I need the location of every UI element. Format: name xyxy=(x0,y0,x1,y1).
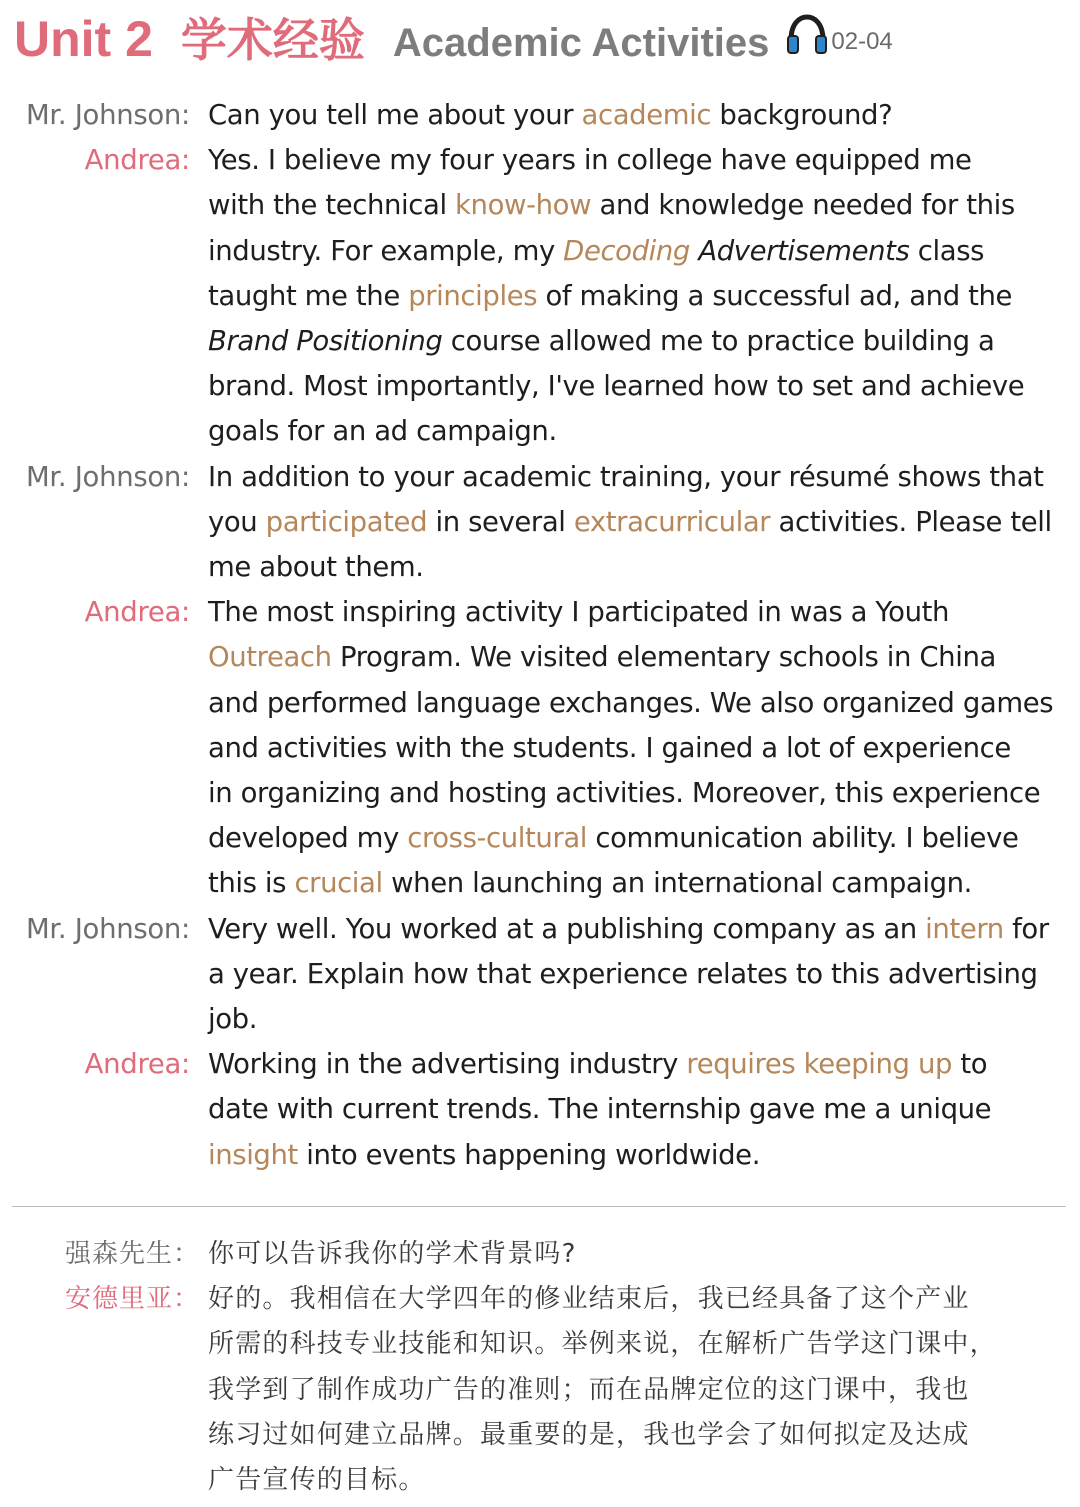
vocabulary-keyword: academic xyxy=(581,99,712,131)
unit-title-chinese: 学术经验 xyxy=(180,13,365,67)
speech-text xyxy=(208,93,1068,138)
text-segment: and performed language exchanges. We also organized games xyxy=(208,686,1054,719)
text-segment: industry. For example, my xyxy=(208,234,564,267)
vocabulary-keyword: cross-cultural xyxy=(407,822,588,855)
speaker-label: Andrea: xyxy=(84,596,190,629)
speech-text xyxy=(208,907,1068,1043)
speaker-label: Mr. Johnson: xyxy=(25,460,190,493)
text-segment: when launching an international campaign. xyxy=(382,867,973,900)
dialogue-chinese-translation xyxy=(0,1232,1080,1503)
vocabulary-keyword: extracurricular xyxy=(573,505,771,538)
speech-line xyxy=(208,1087,1068,1132)
speech-line xyxy=(208,1042,1068,1087)
speech-line xyxy=(208,1133,1068,1178)
speech-line xyxy=(208,997,1068,1042)
translation-line: 我学到了制作成功广告的准则；而在品牌定位的这门课中，我也 xyxy=(208,1374,970,1405)
unit-title-english: Academic Activities xyxy=(392,21,770,65)
vocabulary-keyword: principles xyxy=(408,279,538,312)
speech-line xyxy=(208,816,1068,861)
text-segment: for xyxy=(1003,912,1049,945)
speech-line xyxy=(208,500,1068,545)
text-segment: communication ability. I believe xyxy=(587,822,1019,855)
speech-text xyxy=(208,455,1068,591)
text-segment: this is xyxy=(208,867,295,900)
speech-line xyxy=(208,545,1068,590)
text-segment: and activities with the students. I gained a lot of experience xyxy=(208,731,1011,764)
text-segment: Very well. You worked at a publishing company as an xyxy=(208,912,926,945)
speech-line xyxy=(208,93,1068,138)
speech-line xyxy=(208,590,1068,635)
text-segment: in several xyxy=(427,505,574,538)
text-segment: developed my xyxy=(208,822,408,855)
speech-line xyxy=(208,455,1068,500)
speech-line xyxy=(208,274,1068,319)
text-segment: date with current trends. The internship gave me a unique xyxy=(208,1093,992,1126)
text-segment: into events happening worldwide. xyxy=(297,1138,761,1171)
speech-line xyxy=(208,952,1068,997)
speech-line xyxy=(208,183,1068,228)
dialogue-english xyxy=(0,93,1080,1178)
text-segment: me about them. xyxy=(208,551,424,584)
translation-line: 所需的科技专业技能和知识。举例来说，在解析广告学这门课中， xyxy=(208,1329,997,1360)
text-segment: with the technical xyxy=(208,189,456,222)
translation-line: 广告宣传的目标。 xyxy=(208,1465,426,1496)
text-segment: you xyxy=(208,505,266,538)
dialogue-turn xyxy=(0,138,1080,454)
translation-line: 好的。我相信在大学四年的修业结束后，我已经具备了这个产业 xyxy=(208,1284,970,1315)
italic-title: Brand Positioning xyxy=(208,325,443,358)
text-segment: background? xyxy=(711,99,893,131)
translation-turn xyxy=(0,1232,1080,1277)
text-segment: activities. Please tell xyxy=(770,505,1052,538)
speech-line xyxy=(208,364,1068,409)
speech-text xyxy=(208,138,1068,454)
dialogue-turn xyxy=(0,1042,1080,1178)
audio-track-code: 02-04 xyxy=(831,28,893,55)
speech-line xyxy=(208,861,1068,906)
text-segment: course allowed me to practice building a xyxy=(442,325,995,358)
vocabulary-keyword: participated xyxy=(265,505,428,538)
translation-text xyxy=(208,1232,1068,1277)
vocabulary-keyword: know-how xyxy=(455,189,592,222)
headphones-icon[interactable] xyxy=(785,12,829,56)
text-segment: of making a successful ad, and the xyxy=(537,279,1013,312)
speaker-label: Andrea: xyxy=(84,144,190,177)
translation-speaker-label: 强森先生： xyxy=(64,1239,200,1269)
translation-line: 练习过如何建立品牌。最重要的是，我也学会了如何拟定及达成 xyxy=(208,1419,970,1450)
text-segment: job. xyxy=(208,1003,258,1036)
text-segment: Can you tell me about your xyxy=(208,99,582,131)
vocabulary-keyword: Outreach xyxy=(208,641,332,674)
text-segment: Working in the advertising industry xyxy=(208,1048,687,1081)
vocabulary-keyword: intern xyxy=(925,912,1004,945)
speech-line xyxy=(208,771,1068,816)
speech-line xyxy=(208,229,1068,274)
dialogue-turn xyxy=(0,455,1080,591)
speech-line xyxy=(208,635,1068,680)
dialogue-turn xyxy=(0,907,1080,1043)
vocabulary-keyword: insight xyxy=(208,1138,298,1171)
translation-turn xyxy=(0,1277,1080,1503)
speech-text xyxy=(208,1042,1068,1178)
text-segment: In addition to your academic training, your résumé shows that xyxy=(208,460,1044,493)
dialogue-turn xyxy=(0,590,1080,906)
dialogue-turn xyxy=(0,93,1080,138)
speech-line xyxy=(208,907,1068,952)
speech-line xyxy=(208,726,1068,771)
text-segment: class xyxy=(909,234,985,267)
translation-speaker-label: 安德里亚： xyxy=(64,1284,200,1315)
text-segment: goals for an ad campaign. xyxy=(208,415,557,448)
vocabulary-keyword: requires keeping up xyxy=(686,1048,953,1081)
text-segment: and knowledge needed for this xyxy=(591,189,1015,222)
text-segment: The most inspiring activity I participated in was a Youth xyxy=(208,596,950,629)
speaker-label: Mr. Johnson: xyxy=(25,99,190,131)
speech-text xyxy=(208,590,1068,906)
vocabulary-keyword: crucial xyxy=(294,867,383,900)
text-segment: Yes. I believe my four years in college have equipped me xyxy=(208,144,972,177)
text-segment: Program. We visited elementary schools in China xyxy=(331,641,996,674)
unit-number: Unit 2 xyxy=(14,11,153,67)
vocabulary-keyword: Decoding xyxy=(563,234,690,267)
text-segment: taught me the xyxy=(208,279,409,312)
italic-title: Advertisements xyxy=(698,234,910,267)
translation-line: 你可以告诉我你的学术背景吗? xyxy=(208,1239,577,1269)
text-segment: in organizing and hosting activities. Moreover, this experience xyxy=(208,777,1041,810)
text-segment: to xyxy=(952,1048,988,1081)
speech-line xyxy=(208,681,1068,726)
speech-line xyxy=(208,319,1068,364)
text-segment: brand. Most importantly, I've learned how to set and achieve xyxy=(208,370,1025,403)
speaker-label: Mr. Johnson: xyxy=(25,912,190,945)
audio-track[interactable] xyxy=(785,12,892,56)
translation-text xyxy=(208,1277,1068,1503)
speech-line xyxy=(208,138,1068,183)
section-divider xyxy=(12,1206,1066,1207)
speaker-label: Andrea: xyxy=(84,1048,190,1081)
text-segment: a year. Explain how that experience relates to this advertising xyxy=(208,957,1038,990)
speech-line xyxy=(208,409,1068,454)
unit-header xyxy=(14,4,893,68)
